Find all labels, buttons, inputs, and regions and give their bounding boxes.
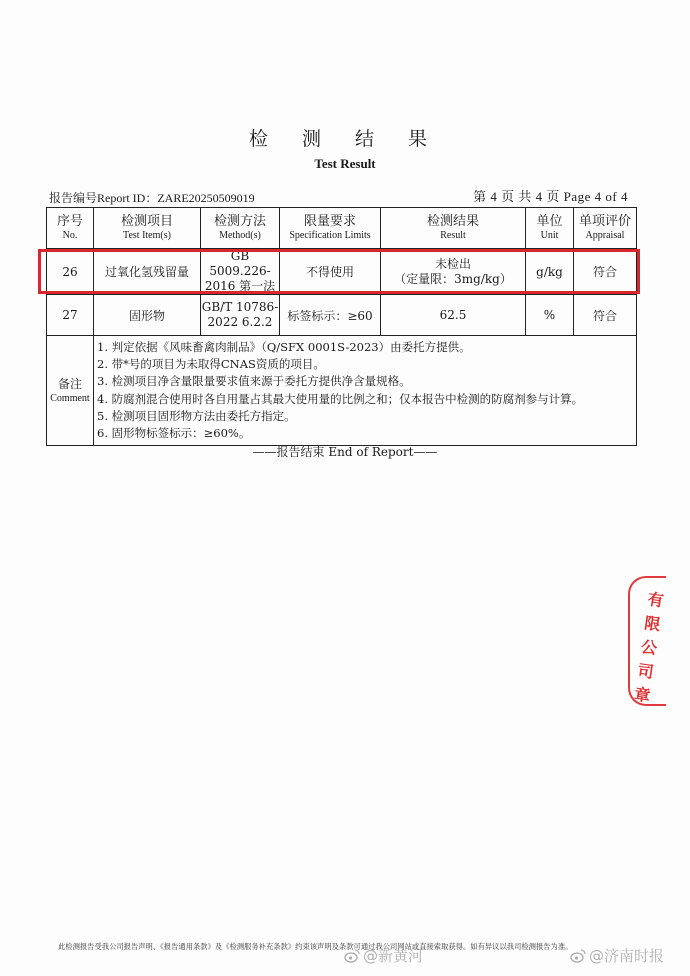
remark-note: 6. 固形物标签标示：≥60%。 xyxy=(97,426,251,441)
remark-note: 4. 防腐剂混合使用时各自用量占其最大使用量的比例之和；仅本报告中检测的防腐剂参与计算。 xyxy=(97,391,584,406)
remarks-notes xyxy=(94,336,637,446)
cell-limit: 不得使用 xyxy=(280,249,381,295)
cell-item: 固形物 xyxy=(94,295,201,336)
highlight-box xyxy=(38,249,640,294)
watermark-right: @济南时报 xyxy=(570,945,664,966)
remarks-row xyxy=(47,336,637,446)
remark-note: 2. 带*号的项目为未取得CNAS资质的项目。 xyxy=(97,357,325,372)
company-seal-stamp: 有限公司章 xyxy=(628,576,666,706)
footer-disclaimer: 此检测报告受我公司报告声明、《报告通用条款》及《检测服务补充条款》约束该声明及条款可通过我公司网站或直接索取获得。如有异议以我司检测报告为准。 xyxy=(58,942,573,951)
column-header-appraisal: 单项评价 Appraisal xyxy=(574,208,637,249)
remark-note: 1. 判定依据《风味畜禽肉制品》（Q/SFX 0001S-2023）由委托方提供。 xyxy=(97,340,471,354)
end-of-report: ——报告结束 End of Report—— xyxy=(252,445,438,459)
cell-method: GB 5009.226- 2016 第一法 xyxy=(201,249,280,295)
column-header-item: 检测项目 Test Item(s) xyxy=(94,208,201,249)
cell-no: 26 xyxy=(47,249,94,295)
title-chinese: 检 测 结 果 xyxy=(248,128,442,150)
table-row xyxy=(47,295,637,336)
cell-unit: % xyxy=(526,295,574,336)
column-header-limit: 限量要求 Specification Limits xyxy=(280,208,381,249)
column-header-result: 检测结果 Result xyxy=(381,208,526,249)
cell-no: 27 xyxy=(47,295,94,336)
watermark-left: @新黄河 xyxy=(344,945,423,966)
cell-method: GB/T 10786- 2022 6.2.2 xyxy=(201,295,280,336)
weibo-icon xyxy=(344,948,360,964)
remarks-label: 备注 Comment xyxy=(47,336,94,446)
weibo-icon xyxy=(570,948,586,964)
remark-note: 3. 检测项目净含量限量要求值来源于委托方提供净含量规格。 xyxy=(97,374,411,389)
cell-result: 未检出 （定量限：3mg/kg） xyxy=(381,249,526,295)
title-english: Test Result xyxy=(314,156,376,171)
table-header-row xyxy=(47,208,637,249)
remark-note: 5. 检测项目固形物方法由委托方指定。 xyxy=(97,408,296,423)
cell-limit: 标签标示：≥60 xyxy=(280,295,381,336)
cell-appraisal: 符合 xyxy=(574,249,637,295)
column-header-method: 检测方法 Method(s) xyxy=(201,208,280,249)
cell-appraisal: 符合 xyxy=(574,295,637,336)
cell-result: 62.5 xyxy=(381,295,526,336)
page-info: 第 4 页 共 4 页 Page 4 of 4 xyxy=(473,189,628,204)
cell-unit: g/kg xyxy=(526,249,574,295)
column-header-no: 序号 No. xyxy=(47,208,94,249)
report-id: 报告编号Report ID：ZARE20250509019 xyxy=(49,191,255,205)
test-result-table xyxy=(46,207,637,446)
cell-item: 过氧化氢残留量 xyxy=(94,249,201,295)
column-header-unit: 单位 Unit xyxy=(526,208,574,249)
